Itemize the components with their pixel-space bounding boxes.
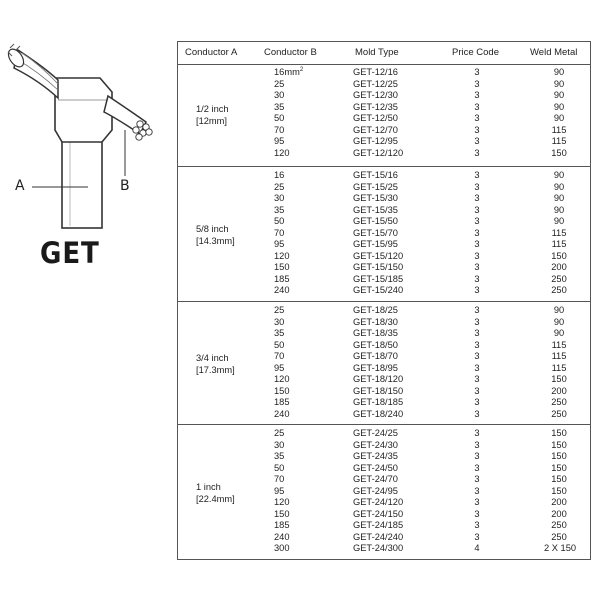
weld-metal-cell: 115 [551,351,567,362]
weld-metal-cell: 90 [553,90,565,101]
conductor-b-value: 120 [274,250,290,261]
price-code-cell: 3 [474,374,480,385]
weld-metal-cell: 115 [551,339,567,350]
price-code-cell: 3 [474,531,480,542]
conductor-b-value: 25 [274,428,285,438]
conductor-b-value: 50 [274,216,285,227]
conductor-b-value: 25 [274,181,285,192]
mold-type-cell: GET-12/25 [353,78,398,89]
conductor-b-value: 30 [274,439,285,450]
price-code-cell: 3 [474,227,480,238]
conductor-b-value: 30 [274,90,285,101]
conductor-b-cell [274,125,284,137]
table-row [178,409,590,421]
conductor-b-cell [274,102,284,114]
price-code-cell: 3 [474,439,480,450]
conductor-b-cell [274,262,290,274]
conductor-b-value: 50 [274,339,285,350]
weld-metal-cell: 150 [551,462,567,473]
price-code-cell: 3 [474,328,480,339]
price-code-cell: 3 [474,508,480,519]
conductor-b-value: 35 [274,101,285,112]
mold-type-cell: GET-24/150 [353,508,404,519]
conductor-group [178,301,590,424]
conductor-b-cell [274,228,284,240]
conductor-b-cell [274,113,284,125]
price-code-cell: 3 [474,339,480,350]
weld-metal-cell: 150 [551,428,567,438]
price-code-cell: 3 [474,485,480,496]
conductor-b-value: 30 [274,193,285,204]
mold-type-cell: GET-15/50 [353,216,398,227]
table-row [178,182,590,194]
weld-metal-cell: 90 [553,316,565,327]
conductor-b-cell [274,317,284,329]
weld-metal-cell: 90 [553,305,565,315]
mold-type-cell: GET-24/30 [353,439,398,450]
product-name: GET [40,236,100,270]
conductor-a-inch: 5/8 inch [196,224,229,235]
conductor-b-value: 35 [274,451,285,462]
conductor-b-cell [274,463,284,475]
table-row [178,486,590,498]
conductor-b-cell [274,251,290,263]
conductor-b-cell [274,182,284,194]
mold-type-cell: GET-15/70 [353,227,398,238]
conductor-a-inch: 1 inch [196,482,221,493]
conductor-b-cell [274,509,290,521]
conductor-b-value: 150 [274,508,290,519]
price-code-cell: 3 [474,362,480,373]
table-row [178,351,590,363]
price-code-cell: 3 [474,305,480,315]
conductor-a-mm: [12mm] [196,115,227,126]
conductor-b-value: 120 [274,147,290,158]
mold-type-cell: GET-24/25 [353,428,398,438]
callout-b-label: B [120,178,130,194]
conductor-b-value: 185 [274,397,290,408]
table-header-row [178,42,590,65]
mold-type-cell: GET-12/16 [353,67,398,77]
table-row [178,136,590,148]
table-row [178,205,590,217]
conductor-b-cell [274,239,284,251]
conductor-a-mm: [17.3mm] [196,365,235,376]
header-weld-metal: Weld Metal [530,47,578,58]
price-code-cell: 3 [474,147,480,158]
weld-metal-cell: 90 [553,193,565,204]
weld-metal-cell: 115 [551,136,567,147]
mold-type-cell: GET-24/35 [353,451,398,462]
table-row [178,520,590,532]
mold-type-cell: GET-18/240 [353,408,404,419]
conductor-b-cell [274,216,284,228]
conductor-b-value: 95 [274,136,285,147]
mold-type-cell: GET-12/35 [353,101,398,112]
table-row [178,474,590,486]
weld-metal-cell: 250 [551,285,567,296]
table-row [178,274,590,286]
table-row [178,262,590,274]
conductor-b-value: 150 [274,262,290,273]
weld-metal-cell: 150 [551,474,567,485]
price-code-cell: 3 [474,239,480,250]
weld-metal-cell: 115 [551,227,567,238]
mold-type-cell: GET-24/70 [353,474,398,485]
price-code-cell: 3 [474,520,480,531]
table-row [178,497,590,509]
price-code-cell: 3 [474,204,480,215]
mold-type-cell: GET-15/25 [353,181,398,192]
mold-type-cell: GET-15/150 [353,262,404,273]
conductor-a-inch: 1/2 inch [196,103,229,114]
price-code-cell: 3 [474,273,480,284]
unit-superscript: 2 [299,67,304,73]
price-code-cell: 3 [474,474,480,485]
conductor-group [178,64,590,166]
mold-type-cell: GET-18/70 [353,351,398,362]
mold-type-cell: GET-15/35 [353,204,398,215]
weld-metal-cell: 90 [553,204,565,215]
conductor-b-value: 240 [274,408,290,419]
table-row [178,113,590,125]
conductor-b-value: 16 [274,170,285,180]
weld-metal-cell: 90 [553,101,565,112]
header-conductor-b: Conductor B [264,47,317,58]
conductor-b-value: 25 [274,305,285,315]
mold-type-cell: GET-24/240 [353,531,404,542]
price-code-cell: 3 [474,351,480,362]
conductor-b-value: 300 [274,543,290,554]
weld-metal-cell: 150 [551,250,567,261]
table-row [178,170,590,182]
price-code-cell: 3 [474,113,480,124]
weld-metal-cell: 250 [551,273,567,284]
price-code-cell: 3 [474,67,480,77]
table-row [178,463,590,475]
mold-type-cell: GET-24/185 [353,520,404,531]
table-row [178,397,590,409]
conductor-b-cell [274,340,284,352]
table-row [178,285,590,297]
weld-metal-cell: 115 [551,362,567,373]
weld-metal-cell: 150 [551,485,567,496]
header-conductor-a: Conductor A [185,47,238,58]
weld-metal-cell: 115 [551,124,567,135]
conductor-b-cell [274,193,284,205]
conductor-b-value: 70 [274,474,285,485]
header-mold-type: Mold Type [355,47,399,58]
mold-type-cell: GET-18/95 [353,362,398,373]
price-code-cell: 4 [474,543,480,554]
price-code-cell: 3 [474,78,480,89]
conductor-b-cell [274,305,284,317]
conductor-b-value: 95 [274,485,285,496]
conductor-b-value: 240 [274,531,290,542]
price-code-cell: 3 [474,90,480,101]
mold-type-cell: GET-18/120 [353,374,404,385]
price-code-cell: 3 [474,385,480,396]
mold-type-cell: GET-18/185 [353,397,404,408]
conductor-b-cell [274,374,290,386]
conductor-b-cell [274,520,290,532]
table-row [178,509,590,521]
mold-type-cell: GET-15/30 [353,193,398,204]
header-price-code: Price Code [452,47,499,58]
mold-type-cell: GET-15/185 [353,273,404,284]
price-code-cell: 3 [474,193,480,204]
mold-type-cell: GET-15/16 [353,170,398,180]
table-row [178,374,590,386]
price-code-cell: 3 [474,451,480,462]
mold-type-cell: GET-12/50 [353,113,398,124]
weld-metal-cell: 150 [551,374,567,385]
weld-metal-cell: 200 [551,385,567,396]
conductor-b-cell [274,285,290,297]
weld-metal-cell: 200 [551,508,567,519]
conductor-b-cell [274,440,284,452]
conductor-b-value: 70 [274,227,285,238]
mold-type-cell: GET-24/50 [353,462,398,473]
conductor-b-cell [274,486,284,498]
table-row [178,451,590,463]
conductor-b-cell [274,474,284,486]
weld-metal-cell: 250 [551,397,567,408]
mold-type-cell: GET-18/150 [353,385,404,396]
mold-type-cell: GET-12/120 [353,147,404,158]
conductor-b-cell [274,274,290,286]
price-code-cell: 3 [474,181,480,192]
mold-type-cell: GET-15/120 [353,250,404,261]
conductor-b-value: 240 [274,285,290,296]
conductor-b-cell [274,409,290,421]
price-code-cell: 3 [474,408,480,419]
conductor-b-value: 25 [274,78,285,89]
conductor-b-cell [274,205,284,217]
conductor-b-value: 185 [274,520,290,531]
conductor-a-mm: [22.4mm] [196,494,235,505]
conductor-b-cell [274,67,303,79]
weld-metal-cell: 90 [553,67,565,77]
conductor-group [178,424,590,560]
table-row [178,317,590,329]
conductor-b-cell [274,79,284,91]
weld-metal-cell: 150 [551,439,567,450]
price-code-cell: 3 [474,285,480,296]
conductor-b-cell [274,532,290,544]
conductor-b-value: 35 [274,328,285,339]
price-code-cell: 3 [474,250,480,261]
conductor-b-value: 50 [274,462,285,473]
weld-metal-cell: 250 [551,520,567,531]
conductor-b-cell [274,328,284,340]
conductor-a-inch: 3/4 inch [196,353,229,364]
mold-type-cell: GET-15/240 [353,285,404,296]
table-row [178,543,590,555]
mold-type-cell: GET-24/120 [353,497,404,508]
mold-type-cell: GET-15/95 [353,239,398,250]
conductor-b-cell [274,148,290,160]
table-row [178,251,590,263]
weld-metal-cell: 200 [551,262,567,273]
weld-metal-cell: 90 [553,113,565,124]
conductor-b-value: 30 [274,316,285,327]
mold-type-cell: GET-18/50 [353,339,398,350]
table-row [178,328,590,340]
table-row [178,102,590,114]
table-row [178,363,590,375]
conductor-b-cell [274,386,290,398]
table-row [178,428,590,440]
mold-type-cell: GET-18/25 [353,305,398,315]
table-row [178,239,590,251]
conductor-b-cell [274,428,284,440]
weld-metal-cell: 200 [551,497,567,508]
table-row [178,340,590,352]
price-code-cell: 3 [474,124,480,135]
conductor-b-cell [274,136,284,148]
table-row [178,67,590,79]
price-code-cell: 3 [474,262,480,273]
conductor-b-value: 35 [274,204,285,215]
weld-metal-cell: 150 [551,147,567,158]
price-code-cell: 3 [474,170,480,180]
mold-type-cell: GET-18/35 [353,328,398,339]
conductor-a-mm: [14.3mm] [196,236,235,247]
table-row [178,148,590,160]
conductor-b-cell [274,363,284,375]
weld-metal-cell: 90 [553,181,565,192]
price-code-cell: 3 [474,216,480,227]
mold-type-cell: GET-12/70 [353,124,398,135]
conductor-b-cell [274,170,284,182]
conductor-b-cell [274,543,290,555]
price-code-cell: 3 [474,497,480,508]
weld-metal-cell: 90 [553,328,565,339]
price-code-cell: 3 [474,397,480,408]
conductor-b-cell [274,90,284,102]
conductor-group [178,166,590,301]
conductor-b-value: 50 [274,113,285,124]
conductor-b-cell [274,497,290,509]
conductor-b-value: 70 [274,124,285,135]
mold-type-cell: GET-12/30 [353,90,398,101]
table-row [178,386,590,398]
conductor-b-value: 185 [274,273,290,284]
conductor-b-value: 120 [274,497,290,508]
weld-metal-cell: 250 [551,408,567,419]
conductor-b-value: 95 [274,362,285,373]
conductor-b-cell [274,351,284,363]
weld-metal-cell: 90 [553,78,565,89]
weld-metal-cell: 90 [553,216,565,227]
conductor-b-value: 150 [274,385,290,396]
weld-metal-cell: 250 [551,531,567,542]
table-row [178,532,590,544]
mold-type-cell: GET-24/95 [353,485,398,496]
conductor-b-cell [274,451,284,463]
table-row [178,305,590,317]
weld-metal-cell: 2 X 150 [544,543,577,554]
weld-metal-cell: 90 [553,170,565,180]
table-row [178,90,590,102]
table-row [178,216,590,228]
price-code-cell: 3 [474,101,480,112]
mold-type-cell: GET-24/300 [353,543,404,554]
conductor-b-value: 16mm [274,67,300,77]
conductor-b-value: 70 [274,351,285,362]
table-row [178,228,590,240]
spec-table [177,41,591,560]
table-row [178,440,590,452]
price-code-cell: 3 [474,136,480,147]
table-row [178,193,590,205]
price-code-cell: 3 [474,428,480,438]
weld-metal-cell: 115 [551,239,567,250]
mold-type-cell: GET-12/95 [353,136,398,147]
price-code-cell: 3 [474,462,480,473]
conductor-b-value: 120 [274,374,290,385]
table-row [178,125,590,137]
callout-a-label: A [15,178,25,194]
weld-metal-cell: 150 [551,451,567,462]
conductor-b-cell [274,397,290,409]
table-row [178,79,590,91]
conductor-b-value: 95 [274,239,285,250]
price-code-cell: 3 [474,316,480,327]
mold-type-cell: GET-18/30 [353,316,398,327]
